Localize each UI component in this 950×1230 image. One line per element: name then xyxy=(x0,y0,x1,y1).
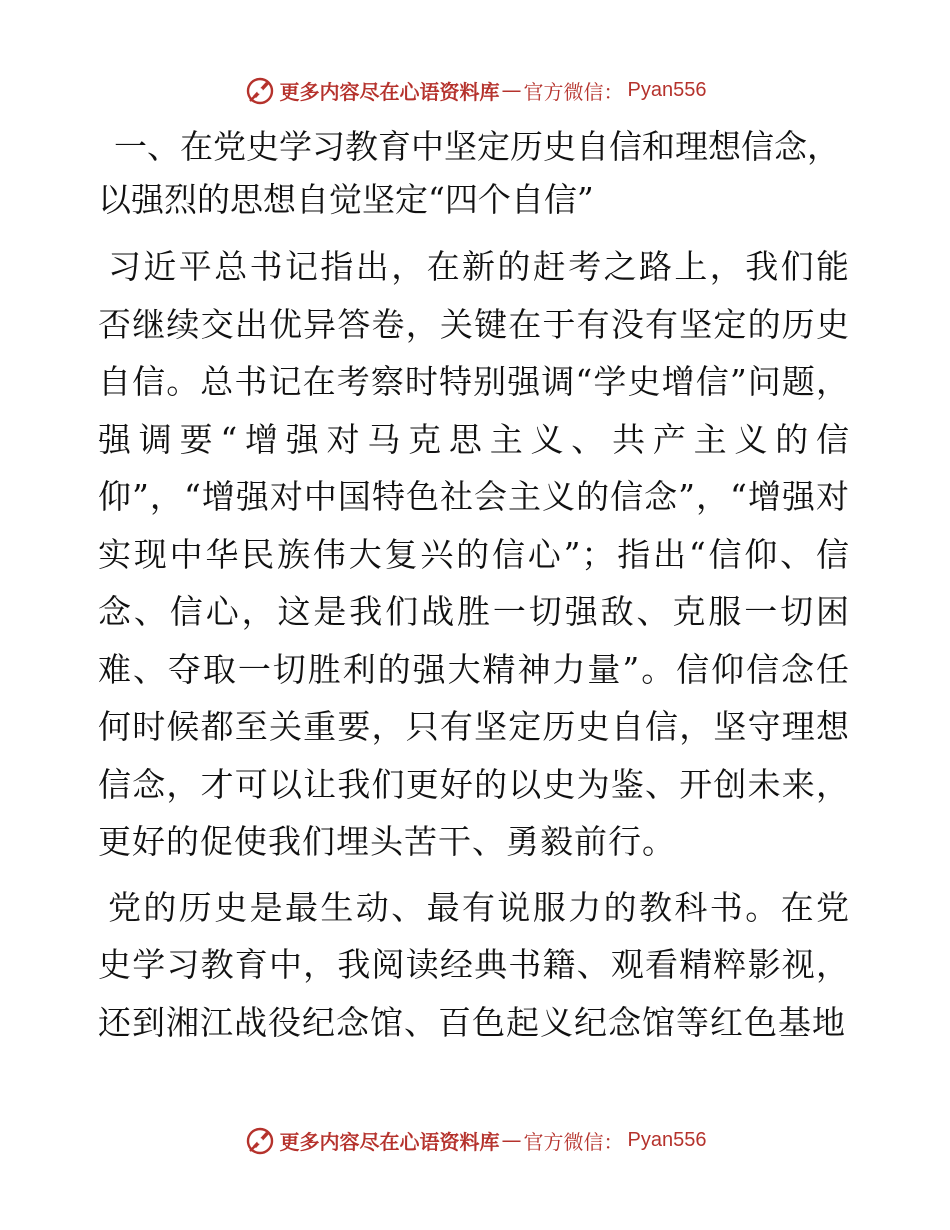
quill-logo-icon xyxy=(244,74,276,106)
paragraph-1: 习近平总书记指出，在新的赶考之路上，我们能否继续交出优异答卷，关键在于有没有坚定的历史自信。总书记在考察时特别强调“学史增信”问题，强调要“增强对马克思主义、共产主义的信仰”，“增强对中国特色社会主义的信念”，“增强对实现中华民族伟大复兴的信心”；指出“信仰、信念、信心，这是我们战胜一切强敌、克服一切困难、夺取一切胜利的强大精神力量”。信仰信念任何时候都至关重要，只有坚定历史自信，坚守理想信念，才可以让我们更好的以史为鉴、开创未来，更好的促使我们埋头苦干、勇毅前行。 xyxy=(98,247,850,861)
quill-logo-icon xyxy=(244,1124,276,1156)
banner-wechat-label: 官方微信： xyxy=(523,79,624,104)
footer-banner xyxy=(0,1122,950,1158)
paragraph-2: 党的历史是最生动、最有说服力的教科书。在党史学习教育中，我阅读经典书籍、观看精粹影视，还到湘江战役纪念馆、百色起义纪念馆等红色基地 xyxy=(98,887,850,1042)
banner-dash: — xyxy=(501,1128,522,1152)
banner-dash: — xyxy=(501,78,522,102)
banner-wechat-id: Pyan556 xyxy=(627,78,707,101)
banner-site-text: 更多内容尽在心语资料库 xyxy=(279,1129,500,1154)
banner-wechat-id: Pyan556 xyxy=(627,1128,707,1151)
section-heading: 一、在党史学习教育中坚定历史自信和理想信念，以强烈的思想自觉坚定“四个自信” xyxy=(98,127,840,219)
document-body xyxy=(98,120,850,1059)
header-banner xyxy=(0,72,950,108)
banner-wechat-label: 官方微信： xyxy=(523,1129,624,1154)
banner-site-text: 更多内容尽在心语资料库 xyxy=(279,79,500,104)
